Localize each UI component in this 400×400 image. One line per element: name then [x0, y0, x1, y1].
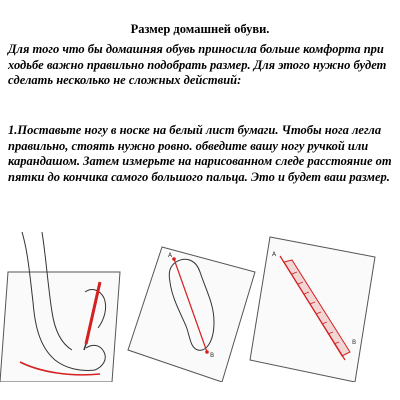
illustration-tracing-foot	[0, 232, 120, 382]
label-b-1: B	[210, 352, 215, 359]
measure-point-b	[205, 350, 209, 354]
illustrations	[0, 232, 400, 382]
measure-point-a	[172, 257, 176, 261]
paper-sheet-3	[250, 237, 375, 382]
illustration-strip	[0, 232, 400, 382]
label-a-1: A	[168, 252, 173, 259]
step-1-paragraph: 1.Поставьте ногу в носке на белый лист бумаги. Чтобы нога легла правильно, стоять нужно ровно. обведите вашу ногу ручкой или карандашом. Затем измерьте на нарисованном следе расстояние от пятки до кончика самого большого пальца. Это и будет ваш размер.	[8, 123, 392, 184]
illustration-footprint	[128, 247, 255, 382]
page-title: Размер домашней обуви.	[130, 22, 270, 36]
intro-paragraph: Для того что бы домашняя обувь приносила больше комфорта при ходьбе важно правильно подобрать размер. Для этого нужно будет сделать несколько не сложных действий:	[8, 42, 387, 87]
paper-sheet-2	[128, 247, 255, 382]
illustration-ruler	[250, 237, 375, 382]
label-b-2: B	[352, 339, 357, 346]
label-a-2: A	[272, 251, 277, 258]
